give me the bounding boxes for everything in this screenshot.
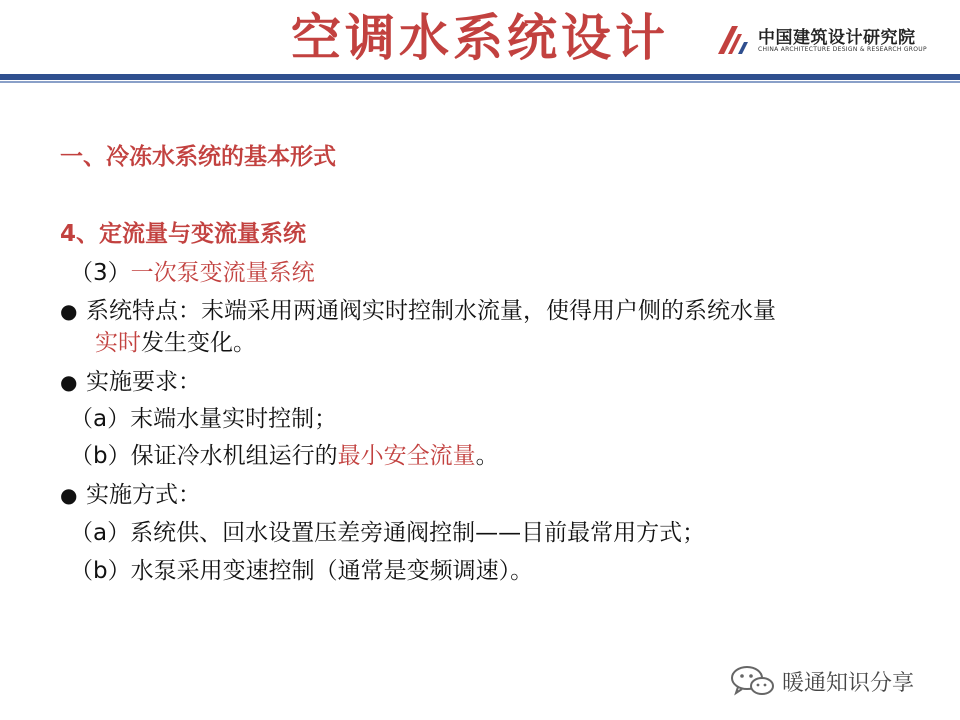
requirement-item-a: （a）末端水量实时控制； [70, 406, 338, 432]
logo-chinese-name: 中国建筑设计研究院 [758, 28, 916, 48]
bullet-system-features-cont [95, 328, 256, 358]
bullet-text: 系统特点：末端采用两通阀实时控制水流量，使得用户侧的系统水量 [86, 298, 776, 324]
item-text-tail: 。 [475, 443, 499, 469]
requirement-item-b [70, 441, 499, 471]
highlight-text: 实时 [95, 330, 141, 356]
wechat-watermark [730, 660, 945, 700]
subsection-heading-3 [70, 258, 315, 288]
bullet-icon: ● [60, 370, 78, 394]
slide-header [0, 0, 960, 82]
wechat-icon [730, 664, 776, 698]
method-item-b: （b）水泵采用变速控制（通常是变频调速）。 [70, 558, 534, 584]
bullet-icon: ● [60, 299, 78, 323]
bullet-text: 实施方式： [86, 482, 201, 508]
highlight-text: 最小安全流量 [337, 443, 476, 469]
section-heading-4: 4、定流量与变流量系统 [60, 221, 307, 247]
bullet-icon: ● [60, 483, 78, 507]
logo-mark-icon [716, 24, 752, 56]
institute-logo [716, 22, 946, 62]
subsection-title: 一次泵变流量系统 [130, 260, 315, 286]
bullet-methods [60, 480, 201, 510]
bullet-system-features [60, 296, 776, 326]
section-heading-1: 一、冷冻水系统的基本形式 [60, 144, 336, 170]
watermark-text: 暖通知识分享 [782, 671, 915, 696]
logo-english-name: CHINA ARCHITECTURE DESIGN & RESEARCH GROUP [758, 46, 927, 53]
item-text: （b）保证冷水机组运行的 [70, 443, 338, 469]
subsection-number: （3） [70, 260, 131, 286]
method-item-a: （a）系统供、回水设置压差旁通阀控制——目前最常用方式； [70, 520, 706, 546]
header-divider [0, 74, 960, 80]
header-divider-thin [0, 81, 960, 83]
slide-title: 空调水系统设计 [291, 9, 669, 67]
bullet-text: 实施要求： [86, 369, 201, 395]
bullet-text-tail: 发生变化。 [141, 330, 256, 356]
bullet-requirements [60, 367, 201, 397]
